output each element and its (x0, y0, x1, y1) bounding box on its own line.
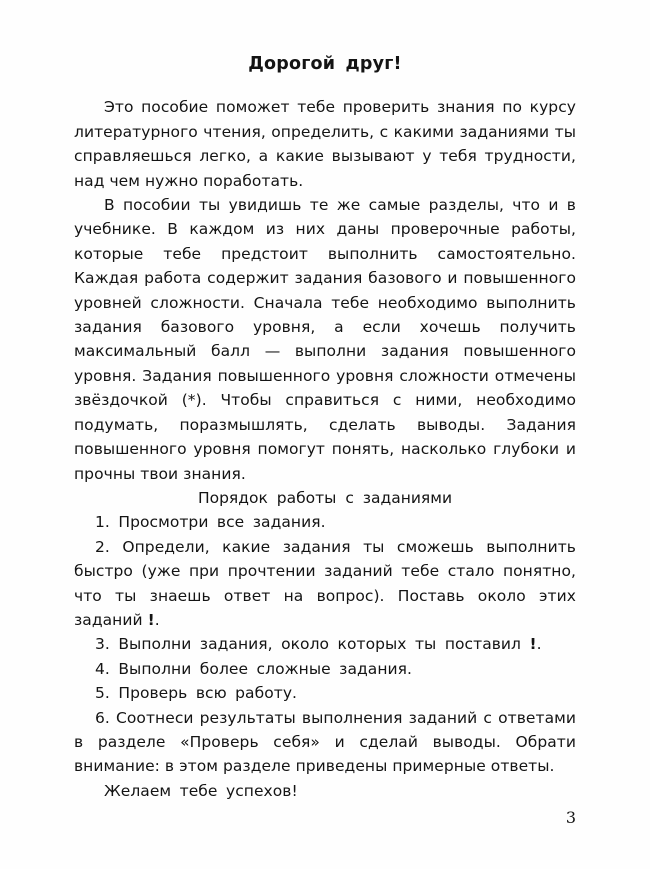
page-content (74, 52, 576, 803)
list-item (74, 681, 576, 705)
list-item (74, 706, 576, 779)
section-subheading: Порядок работы с заданиями (197, 488, 453, 507)
list-item-text: Проверь всю работу. (118, 684, 298, 703)
exclamation-mark: ! (147, 610, 155, 629)
list-item-text: Определи, какие задания ты сможешь выполнить быстро (уже при прочтении заданий тебе стало понятно, что ты знаешь ответ на вопрос). Поставь около этих заданий (74, 537, 576, 629)
list-item-text: Просмотри все задания. (118, 513, 326, 532)
list-item (74, 657, 576, 681)
list-item-text-tail: . (536, 635, 542, 654)
page-number: 3 (565, 808, 576, 827)
list-item-number: 4. (95, 659, 119, 678)
list-item-number: 6. (95, 708, 117, 727)
list-item (74, 632, 576, 656)
list-item-text: Соотнеси результаты выполнения заданий с ответами в разделе «Проверь себя» и сделай выводы. Обрати внимание: в этом разделе приведены примерные ответы. (74, 708, 576, 776)
list-item (74, 510, 576, 534)
intro-paragraph-1: Это пособие поможет тебе проверить знания по курсу литературного чтения, определить, с какими заданиями ты справляешься легко, а какие вызывают у тебя трудности, над чем нужно поработать. (74, 98, 576, 190)
exclamation-mark: ! (529, 635, 537, 654)
closing-paragraph: Желаем тебе успехов! (104, 781, 298, 800)
list-item-number: 3. (95, 635, 119, 654)
list-item (74, 535, 576, 633)
list-item-text-tail: . (154, 610, 160, 629)
list-item-number: 1. (95, 513, 119, 532)
list-item-text: Выполни более сложные задания. (118, 659, 412, 678)
intro-paragraph-2: В пособии ты увидишь те же самые разделы, что и в учебнике. В каждом из них даны проверочные работы, которые тебе предстоит выполнить самостоятельно. Каждая работа содержит задания базового и повышенного уровней сложности. Сначала тебе необходимо выполнить задания базового уровня, а если хочешь получить максимальный балл — выполни задания повышенного уровня. Задания повышенного уровня сложности отмечены звёздочкой (*). Чтобы справиться с ними, необходимо подумать, поразмышлять, сделать выводы. Задания повышенного уровня помогут понять, насколько глубоки и прочны твои знания. (74, 196, 576, 483)
list-item-number: 2. (95, 537, 123, 556)
page-title: Дорогой друг! (248, 54, 402, 74)
list-item-text: Выполни задания, около которых ты поставил (118, 635, 530, 654)
list-item-number: 5. (95, 684, 119, 703)
instructions-list (74, 510, 576, 778)
